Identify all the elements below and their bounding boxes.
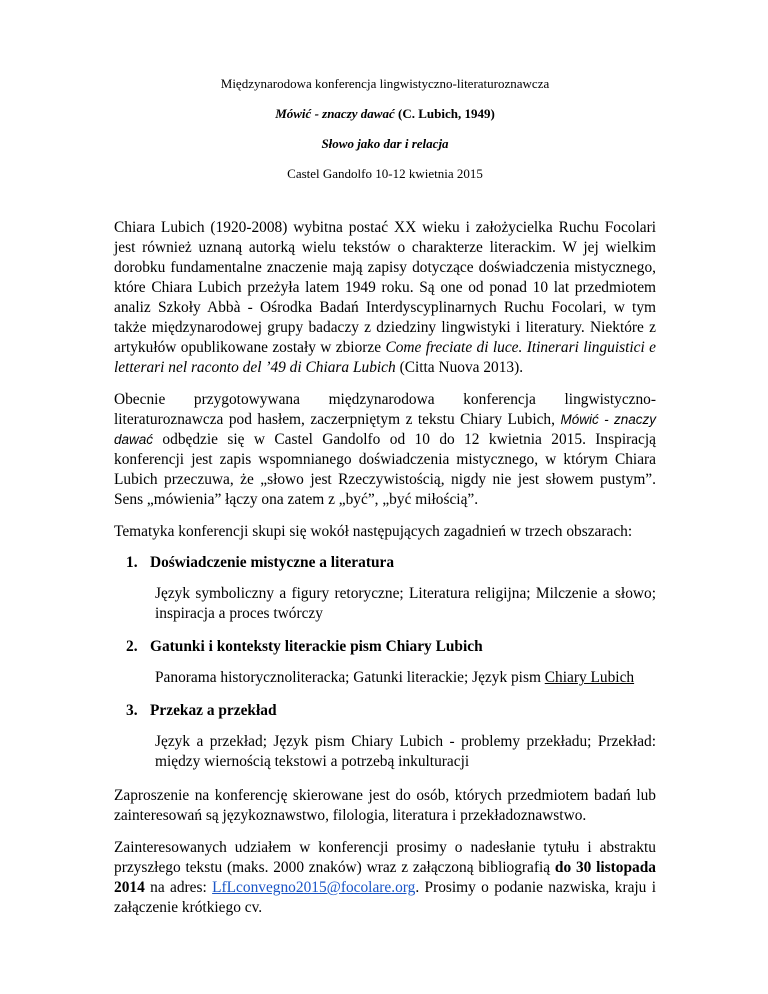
topic-description-text: Panorama historycznoliteracka; Gatunki literackie; Język pism [155,669,545,686]
topic-description: Język a przekład; Język pism Chiary Lubich - problemy przekładu; Przekład: między wiernością tekstowi a potrzebą inkulturacji [155,733,656,770]
invitation-paragraph: Zaproszenie na konferencję skierowane jest do osób, których przedmiotem badań lub zainteresowań są językoznawstwo, filologia, literatura i przekładoznawstwo. [114,787,656,824]
submission-text-mid: na adres: [144,879,213,896]
submission-text-end: . Prosimy o podanie nazwiska, kraju i załączenie krótkiego cv. [114,879,656,916]
topic-description [155,668,656,688]
topic-item [114,702,656,772]
topic-number: 3. [126,702,138,719]
conference-description-paragraph [114,390,656,510]
topic-item [114,638,656,688]
email-link[interactable]: LfLconvegno2015@focolare.org [212,879,416,896]
underlined-name: Chiary Lubich [544,669,635,686]
conference-subtitle: Słowo jako dar i relacja [321,136,449,151]
description-text-end: odbędzie się w Castel Gandolfo od 10 do 12 kwietnia 2015. Inspiracją konferencji jest zapis wspomnianego doświadczenia mistycznego, w którym Chiara Lubich przeczuwa, że „słowo jest Rzeczywistością, nigdy nie jest słowem pustym”. Sens „mówienia” łączy ona zatem z „być”, „być miłością”. [114,431,656,508]
conference-title [114,106,656,122]
topic-number: 2. [126,638,138,655]
conference-place-date: Castel Gandolfo 10-12 kwietnia 2015 [287,166,483,181]
topic-title-text: Przekaz a przekład [150,702,277,719]
topics-intro-paragraph: Tematyka konferencji skupi się wokół następujących zagadnień w trzech obszarach: [114,523,633,540]
topic-title [126,638,656,656]
conference-title-attribution: (C. Lubich, 1949) [394,106,495,121]
submission-text-start: Zainteresowanych udziałem w konferencji prosimy o nadesłanie tytułu i abstraktu przyszłego tekstu (maks. 2000 znaków) wraz z załączoną bibliografią [114,839,656,876]
document-page [114,76,656,930]
topic-description: Język symboliczny a figury retoryczne; Literatura religijna; Milczenie a słowo; inspiracja a proces twórczy [155,585,656,622]
conference-title-italic: Mówić - znaczy dawać [275,106,395,121]
intro-paragraph [114,218,656,378]
topic-number: 1. [126,554,138,571]
topics-list [114,554,656,772]
topic-title [126,702,656,720]
book-title: Come freciate di luce. Itinerari linguistici e letterari nel raconto del ’49 di Chiara Lubich [114,339,656,376]
intro-text: Chiara Lubich (1920-2008) wybitna postać XX wieku i założycielka Ruchu Focolari jest również uznaną autorką wielu tekstów o charakterze literackim. W jej wielkim dorobku fundamentalne znaczenie mają zapisy dotyczące doświadczenia mistycznego, które Chiara Lubich przeżyła latem 1949 roku. Są one od ponad 10 lat przedmiotem analiz Szkoły Abbà - Ośrodka Badań Interdyscyplinarnych Ruchu Focolari, w tym także międzynarodowej grupy badaczy z dziedziny lingwistyki i literatury. Niektóre z artykułów opublikowane zostały w zbiorze [114,219,656,356]
topic-title [126,554,656,572]
topic-title-text: Gatunki i konteksty literackie pism Chiary Lubich [150,638,483,655]
quoted-title: Mówić - znaczy dawać [114,412,656,447]
book-publisher: (Citta Nuova 2013). [395,359,524,376]
topic-title-text: Doświadczenie mistyczne a literatura [150,554,395,571]
deadline: do 30 listopada 2014 [114,859,656,896]
conference-heading: Międzynarodowa konferencja lingwistyczno-literaturoznawcza [220,76,550,91]
description-text-start: Obecnie przygotowywana międzynarodowa konferencja lingwistyczno-literaturoznawcza pod hasłem, zaczerpniętym z tekstu Chiary Lubich, [114,391,656,428]
topic-item [114,554,656,624]
submission-paragraph [114,838,656,918]
